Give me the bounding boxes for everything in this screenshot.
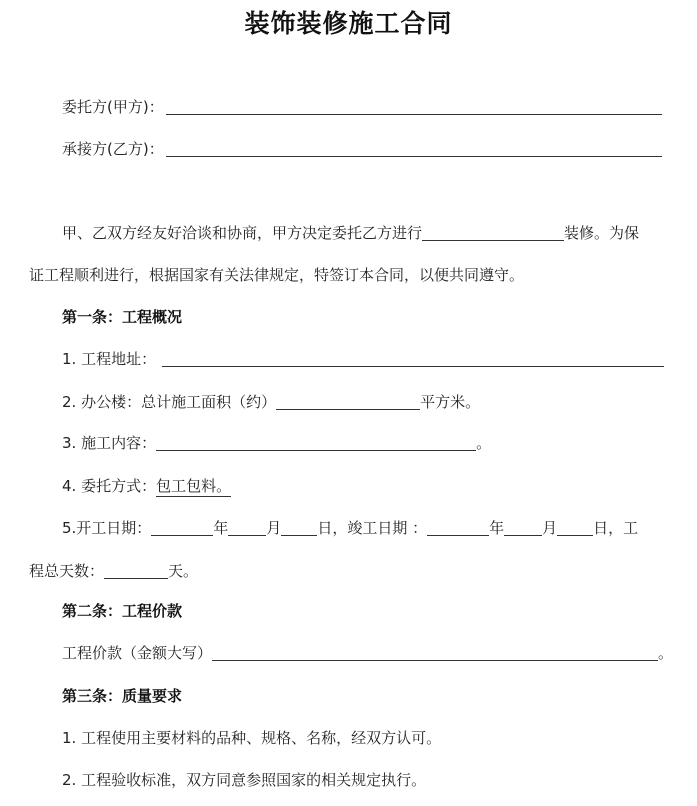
total-days-line <box>29 561 198 581</box>
scope-field[interactable] <box>156 434 476 451</box>
scope-line <box>62 433 491 453</box>
start-date-label: 5.开工日期： <box>62 519 152 537</box>
client-name-field[interactable] <box>166 114 662 115</box>
end-month-unit: 月 <box>542 519 558 537</box>
intro-text-2: 装修。为保 <box>564 224 640 242</box>
quality-item-1: 1. 工程使用主要材料的品种、规格、名称，经双方认可。 <box>62 729 442 747</box>
area-field[interactable] <box>276 393 420 410</box>
intro-text-1: 甲、乙双方经友好洽谈和协商，甲方决定委托乙方进行 <box>62 224 423 242</box>
total-days-label: 程总天数： <box>29 562 105 580</box>
contractor-label: 承接方(乙方)： <box>62 140 164 158</box>
end-day-suffix: 日，工 <box>593 519 639 537</box>
end-year-field[interactable] <box>427 519 489 536</box>
area-line <box>62 392 480 412</box>
total-days-unit: 天。 <box>168 562 199 580</box>
start-year-field[interactable] <box>151 519 213 536</box>
client-label: 委托方(甲方)： <box>62 98 164 116</box>
contract-mode-label: 4. 委托方式： <box>62 477 157 495</box>
end-date-label: 日，竣工日期 ： <box>317 519 428 537</box>
contract-mode-value: 包工包料。 <box>156 477 232 495</box>
scope-label: 3. 施工内容： <box>62 434 157 452</box>
area-label: 2. 办公楼：总计施工面积（约） <box>62 393 277 411</box>
end-day-field[interactable] <box>557 519 593 536</box>
scope-suffix: 。 <box>476 434 492 452</box>
start-year-unit: 年 <box>213 519 229 537</box>
price-field[interactable] <box>212 644 658 661</box>
start-month-unit: 月 <box>266 519 282 537</box>
area-unit: 平方米。 <box>420 393 481 411</box>
project-address-label: 1. 工程地址： <box>62 350 157 368</box>
article-1-heading: 第一条：工程概况 <box>62 308 183 326</box>
article-2-heading: 第二条：工程价款 <box>62 602 183 620</box>
article-3-heading: 第三条：质量要求 <box>62 687 183 705</box>
intro-line-2: 证工程顺利进行，根据国家有关法律规定，特签订本合同，以便共同遵守。 <box>29 266 525 284</box>
total-days-field[interactable] <box>104 562 168 579</box>
price-line <box>62 643 673 663</box>
project-address-field[interactable] <box>162 366 664 367</box>
end-year-unit: 年 <box>489 519 505 537</box>
decoration-type-field[interactable] <box>422 224 564 241</box>
intro-line-1 <box>62 223 639 243</box>
price-suffix: 。 <box>658 644 674 662</box>
end-month-field[interactable] <box>504 519 542 536</box>
dates-line <box>62 518 638 538</box>
price-label: 工程价款（金额大写） <box>62 644 213 662</box>
contract-mode-line <box>62 476 231 496</box>
start-month-field[interactable] <box>228 519 266 536</box>
contractor-name-field[interactable] <box>166 156 662 157</box>
document-title: 装饰装修施工合同 <box>244 9 453 38</box>
start-day-field[interactable] <box>281 519 317 536</box>
quality-item-2: 2. 工程验收标准，双方同意参照国家的相关规定执行。 <box>62 771 427 789</box>
